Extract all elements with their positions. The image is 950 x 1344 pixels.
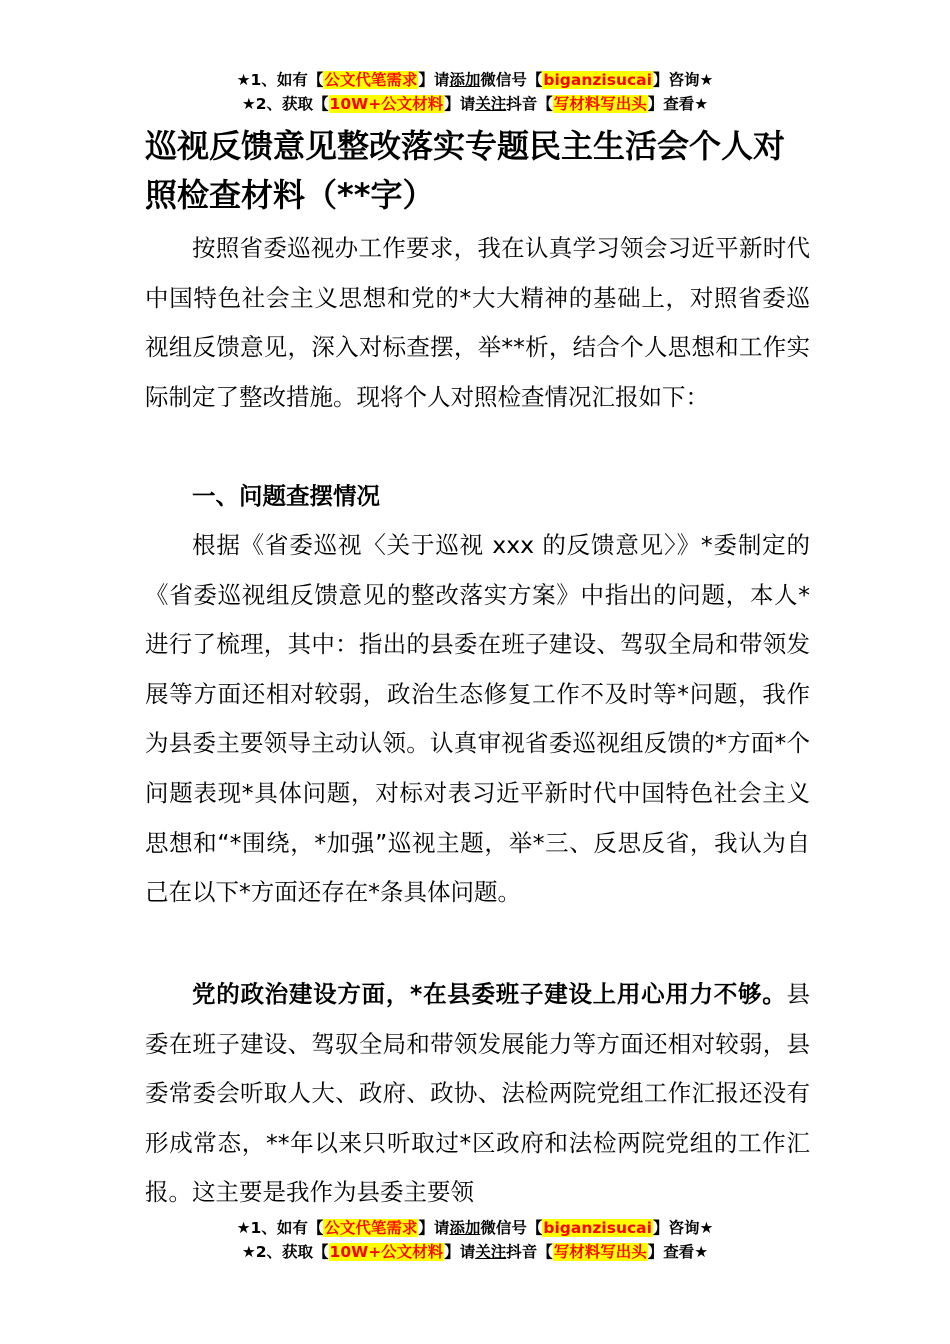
highlight-text: biganzisucai	[543, 71, 652, 89]
banner-line-2	[0, 1240, 950, 1264]
banner-text: ★2、获取【	[241, 95, 329, 113]
intro-paragraph: 按照省委巡视办工作要求，我在认真学习领会习近平新时代中国特色社会主义思想和党的*大大精神的基础上，对照省委巡视组反馈意见，深入对标查摆，举**析，结合个人思想和工作实际制定了整改措施。现将个人对照检查情况汇报如下：	[145, 234, 810, 411]
section-heading: 一、问题查摆情况	[192, 482, 380, 510]
banner-text: 微信号【	[480, 71, 543, 89]
banner-text: 】请	[444, 95, 476, 113]
highlight-text: 公文代笔需求	[324, 71, 418, 89]
banner-line-1	[0, 68, 950, 92]
banner-text: 抖音【	[506, 1243, 553, 1261]
highlight-text: 10W+公文材料	[329, 1243, 444, 1261]
banner-line-1	[0, 1216, 950, 1240]
banner-text: 】请	[418, 1219, 450, 1237]
underlined-text: 关注	[475, 95, 507, 113]
banner-text: 】咨询★	[652, 71, 714, 89]
header-banner	[0, 68, 950, 116]
highlight-text: 10W+公文材料	[329, 95, 444, 113]
document-title: 巡视反馈意见整改落实专题民主生活会个人对照检查材料（**字）	[145, 127, 786, 214]
item-text: 县委在班子建设、驾驭全局和带领发展能力等方面还相对较弱，县委常委会听取人大、政府、政协、法检两院党组工作汇报还没有形成常态，**年以来只听取过*区政府和法检两院党组的工作汇报。这主要是我作为县委主要领	[145, 980, 810, 1207]
banner-text: 微信号【	[480, 1219, 543, 1237]
footer-banner	[0, 1216, 950, 1264]
banner-text: 】请	[444, 1243, 476, 1261]
banner-text: 】查看★	[647, 1243, 709, 1261]
underlined-text: 关注	[475, 1243, 507, 1261]
underlined-text: 添加	[449, 1219, 481, 1237]
item-lead: 党的政治建设方面，*在县委班子建设上用心用力不够。	[192, 980, 787, 1008]
highlight-text: 写材料写出头	[553, 1243, 647, 1261]
banner-text: ★2、获取【	[241, 1243, 329, 1261]
highlight-text: 写材料写出头	[553, 95, 647, 113]
banner-text: ★1、如有【	[236, 71, 324, 89]
banner-line-2	[0, 92, 950, 116]
underlined-text: 添加	[449, 71, 481, 89]
highlight-text: 公文代笔需求	[324, 1219, 418, 1237]
item-paragraph	[145, 970, 810, 1218]
banner-text: 】请	[418, 71, 450, 89]
banner-text: 】查看★	[647, 95, 709, 113]
highlight-text: biganzisucai	[543, 1219, 652, 1237]
banner-text: 抖音【	[506, 95, 553, 113]
banner-text: 】咨询★	[652, 1219, 714, 1237]
banner-text: ★1、如有【	[236, 1219, 324, 1237]
section-paragraph: 根据《省委巡视〈关于巡视 xxx 的反馈意见〉》*委制定的《省委巡视组反馈意见的整改落实方案》中指出的问题，本人*进行了梳理，其中：指出的县委在班子建设、驾驭全局和带领发展等方面还相对较弱，政治生态修复工作不及时等*问题，我作为县委主要领导主动认领。认真审视省委巡视组反馈的*方面*个问题表现*具体问题，对标对表习近平新时代中国特色社会主义思想和“*围绕，*加强”巡视主题，举*三、反思反省，我认为自己在以下*方面还存在*条具体问题。	[145, 531, 810, 907]
